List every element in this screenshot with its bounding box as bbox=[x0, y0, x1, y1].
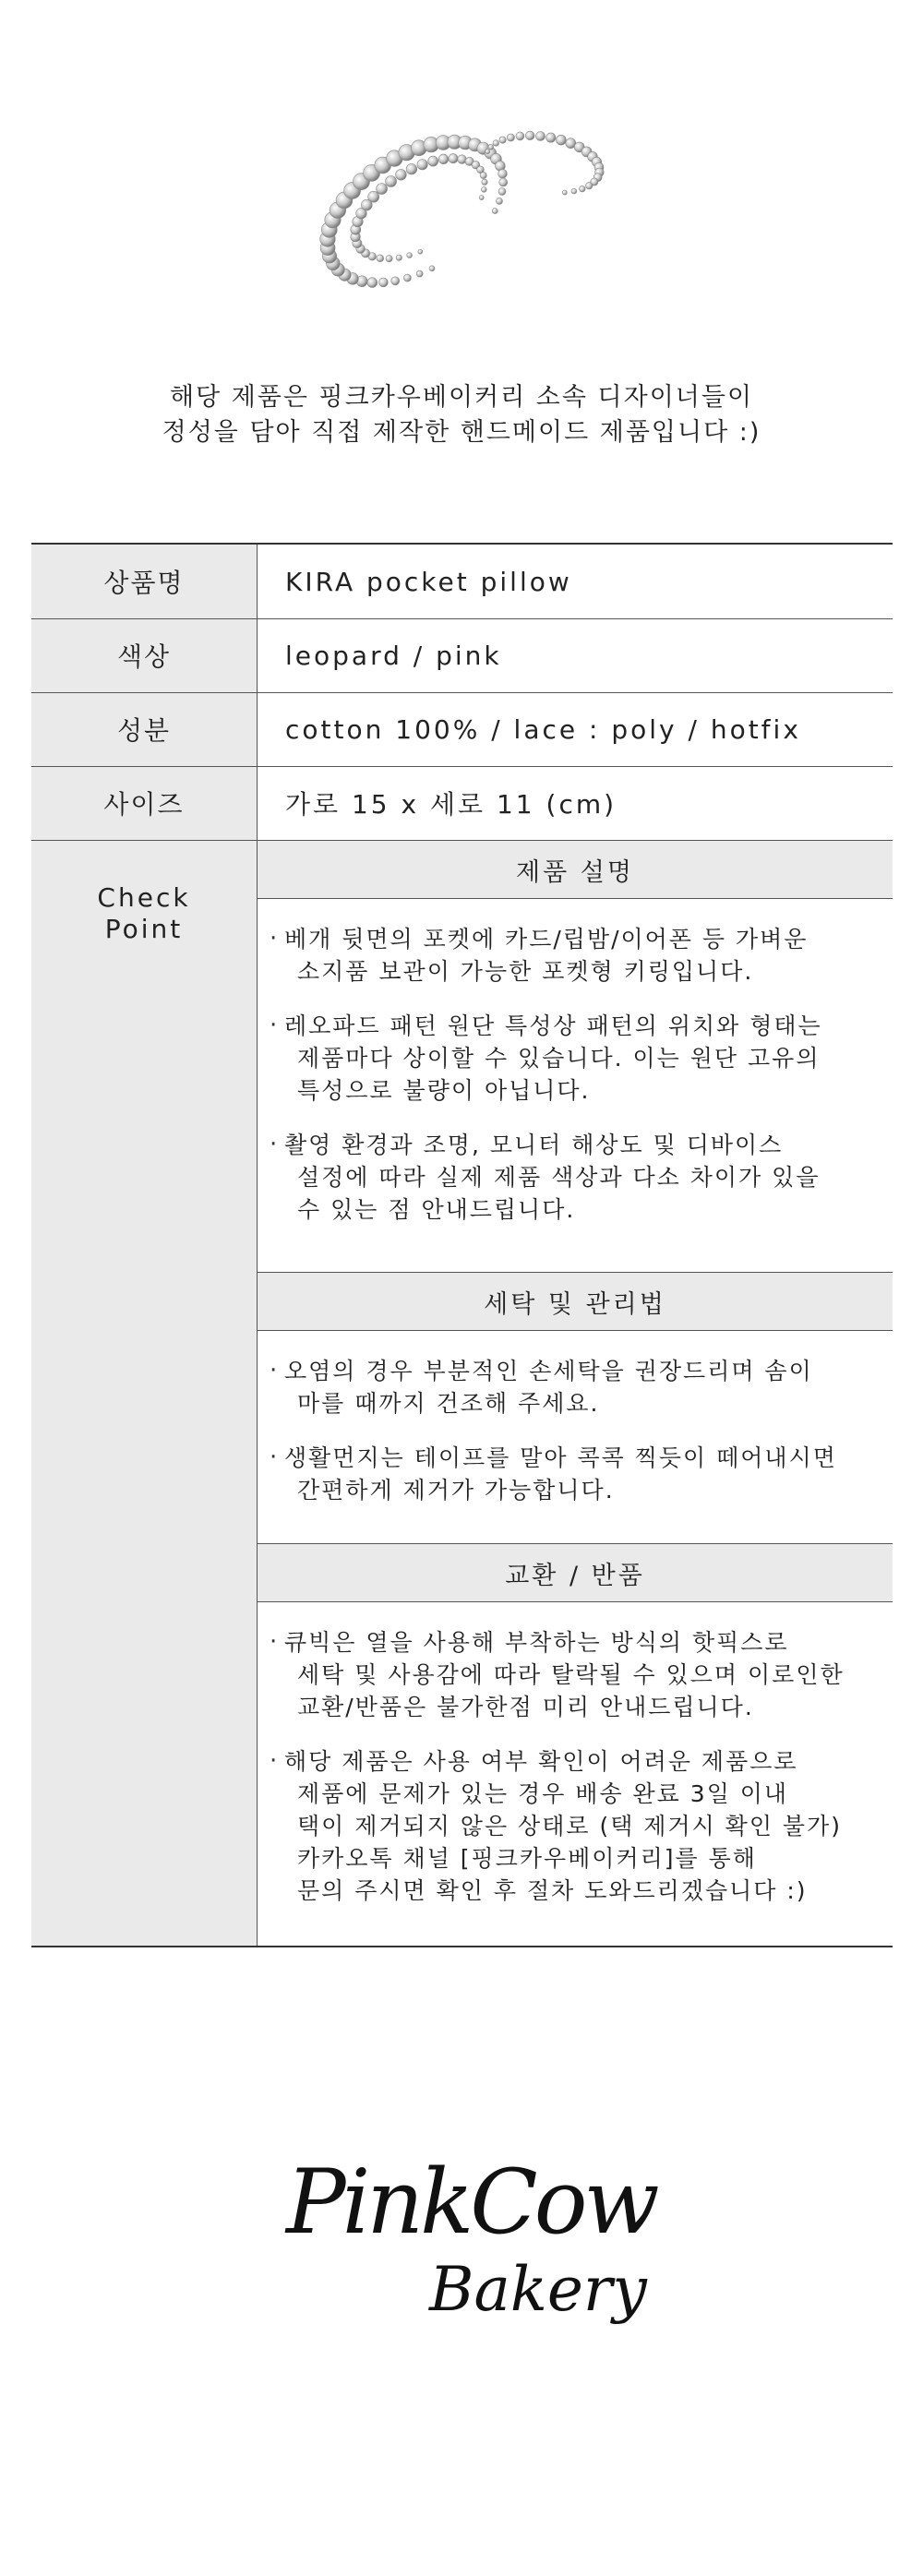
spec-label: 성분 bbox=[116, 715, 172, 746]
pearl-bead-icon bbox=[497, 198, 503, 204]
pearl-bead-icon bbox=[480, 172, 486, 178]
check-point-line-2: Point bbox=[104, 914, 184, 944]
bullet-line: 큐빅은 열을 사용해 부착하는 방식의 핫픽스로 bbox=[284, 1629, 789, 1656]
check-point-label bbox=[31, 882, 257, 945]
pearl-bead-icon bbox=[396, 255, 402, 260]
pearl-bead-icon bbox=[407, 253, 413, 258]
bullet-item bbox=[270, 1442, 893, 1506]
pearl-bead-icon bbox=[377, 184, 388, 195]
pearl-bead-icon bbox=[367, 278, 378, 288]
bullet-line: 해당 제품은 사용 여부 확인이 어려운 제품으로 bbox=[284, 1748, 798, 1775]
bullet-marker: · bbox=[270, 1357, 278, 1384]
bullet-marker: · bbox=[270, 1747, 278, 1775]
brand-logo bbox=[0, 2151, 923, 2354]
pearl-bead-icon bbox=[488, 144, 494, 150]
section-body-description bbox=[270, 923, 893, 1248]
pearl-bead-icon bbox=[546, 133, 556, 142]
section-body-care bbox=[270, 1355, 893, 1528]
pearl-bead-icon bbox=[492, 209, 497, 214]
pearl-bead-icon bbox=[377, 255, 384, 262]
spec-value: cotton 100% / lace : poly / hotfix bbox=[285, 713, 801, 745]
bullet-line: 레오파드 패턴 원단 특성상 패턴의 위치와 형태는 bbox=[284, 1012, 822, 1039]
pearl-bead-icon bbox=[428, 156, 438, 166]
spec-label: 사이즈 bbox=[103, 789, 185, 820]
section-header-care: 세탁 및 관리법 bbox=[258, 1272, 893, 1331]
pearl-bead-icon bbox=[458, 155, 467, 164]
pearl-bead-icon bbox=[386, 256, 392, 262]
brand-logo-line-1: PinkCow bbox=[286, 2151, 656, 2254]
pearl-bead-icon bbox=[417, 160, 427, 170]
pearl-bead-icon bbox=[499, 178, 508, 186]
bullet-item bbox=[270, 1010, 893, 1107]
spec-value: leopard / pink bbox=[285, 640, 502, 671]
spec-label: 색상 bbox=[116, 641, 172, 672]
pearl-bead-icon bbox=[498, 169, 508, 178]
pearl-bead-icon bbox=[580, 186, 586, 192]
pearl-bead-icon bbox=[536, 132, 545, 141]
bullet-line: 오염의 경우 부분적인 손세탁을 권장드리며 솜이 bbox=[284, 1358, 813, 1384]
bullet-item bbox=[270, 1355, 893, 1420]
bullet-line: 문의 주시면 확인 후 절차 도와드리겠습니다 :) bbox=[297, 1877, 808, 1904]
pearl-bead-icon bbox=[557, 135, 567, 145]
bullet-marker: · bbox=[270, 1131, 278, 1158]
pearl-bead-icon bbox=[571, 188, 577, 194]
pearl-bead-icon bbox=[438, 154, 449, 164]
section-header-description: 제품 설명 bbox=[258, 840, 893, 899]
spec-row-material bbox=[31, 692, 893, 767]
bullet-line: 베개 뒷면의 포켓에 카드/립밤/이어폰 등 가벼운 bbox=[284, 926, 809, 953]
pearl-bead-icon bbox=[482, 179, 487, 185]
bullet-line: 택이 제거되지 않은 상태로 (택 제거시 확인 불가) bbox=[297, 1813, 842, 1839]
bullet-line: 교환/반품은 불가한점 미리 안내드립니다. bbox=[297, 1694, 754, 1720]
intro-text bbox=[0, 380, 923, 450]
pearl-bead-icon bbox=[586, 183, 593, 189]
pearl-bead-icon bbox=[498, 188, 506, 196]
spec-row-size bbox=[31, 766, 893, 841]
pearl-bead-icon bbox=[499, 137, 506, 143]
bullet-line: 간편하게 제거가 가능합니다. bbox=[297, 1477, 615, 1504]
spec-value: 가로 15 x 세로 11 (cm) bbox=[285, 789, 617, 820]
bullet-marker: · bbox=[270, 925, 278, 953]
section-body-exchange bbox=[270, 1626, 893, 1929]
bullet-marker: · bbox=[270, 1444, 278, 1471]
pearl-bead-icon bbox=[507, 134, 514, 141]
pearl-bead-icon bbox=[386, 176, 397, 187]
bullet-line: 마를 때까지 건조해 주세요. bbox=[297, 1390, 600, 1417]
pearl-bead-icon bbox=[418, 249, 423, 254]
pearl-bead-icon bbox=[562, 190, 567, 195]
spec-row-color bbox=[31, 618, 893, 693]
bullet-line: 소지품 보관이 가능한 포켓형 키링입니다. bbox=[297, 958, 754, 985]
bullet-line: 카카오톡 채널 [핑크카우베이커리]를 통해 bbox=[297, 1845, 757, 1872]
pearl-bead-icon bbox=[391, 277, 400, 285]
bullet-line: 제품에 문제가 있는 경우 배송 완료 3일 이내 bbox=[297, 1780, 789, 1807]
pearl-bead-icon bbox=[396, 169, 407, 180]
bullet-line: 설정에 따라 실제 제품 색상과 다소 차이가 있을 bbox=[297, 1164, 821, 1191]
pearl-bead-icon bbox=[516, 132, 524, 140]
pearl-bead-icon bbox=[449, 154, 458, 163]
bullet-marker: · bbox=[270, 1628, 278, 1656]
pearl-bead-icon bbox=[485, 150, 490, 154]
bullet-line: 수 있는 점 안내드립니다. bbox=[297, 1196, 576, 1223]
pearl-bead-icon bbox=[479, 196, 484, 200]
bullet-line: 특성으로 불량이 아닙니다. bbox=[297, 1077, 591, 1104]
brand-logo-line-2: Bakery bbox=[429, 2254, 647, 2325]
pearl-bead-icon bbox=[403, 274, 411, 282]
bullet-item bbox=[270, 923, 893, 988]
pearl-bead-icon bbox=[429, 266, 435, 271]
bullet-item bbox=[270, 1745, 893, 1907]
bullet-marker: · bbox=[270, 1012, 278, 1039]
bullet-line: 촬영 환경과 조명, 모니터 해상도 및 디바이스 bbox=[284, 1132, 784, 1158]
pearl-bead-icon bbox=[368, 191, 379, 202]
bullet-item bbox=[270, 1129, 893, 1226]
spec-value: KIRA pocket pillow bbox=[285, 566, 572, 597]
pearl-bead-icon bbox=[416, 270, 423, 277]
intro-line-1: 해당 제품은 핑크카우베이커리 소속 디자이너들이 bbox=[169, 383, 754, 412]
pearl-bead-icon bbox=[481, 187, 486, 193]
pearl-bead-icon bbox=[406, 163, 417, 174]
spec-label: 상품명 bbox=[103, 568, 185, 598]
section-header-exchange: 교환 / 반품 bbox=[258, 1543, 893, 1602]
pearl-bead-icon bbox=[379, 278, 389, 287]
bullet-item bbox=[270, 1626, 893, 1723]
pearl-bead-icon bbox=[525, 131, 534, 140]
spec-row-name bbox=[31, 545, 893, 619]
pearl-bead-icon bbox=[493, 140, 499, 147]
bullet-line: 세탁 및 사용감에 따라 탈락될 수 있으며 이로인한 bbox=[297, 1661, 845, 1688]
intro-line-2: 정성을 담아 직접 제작한 핸드메이드 제품입니다 :) bbox=[162, 418, 761, 447]
bullet-line: 생활먼지는 테이프를 말아 콕콕 찍듯이 떼어내시면 bbox=[284, 1444, 837, 1471]
check-point-line-1: Check bbox=[97, 882, 191, 913]
pearl-logo-icon bbox=[305, 120, 618, 305]
bullet-line: 제품마다 상이할 수 있습니다. 이는 원단 고유의 bbox=[297, 1045, 821, 1072]
spec-table bbox=[31, 543, 893, 1947]
